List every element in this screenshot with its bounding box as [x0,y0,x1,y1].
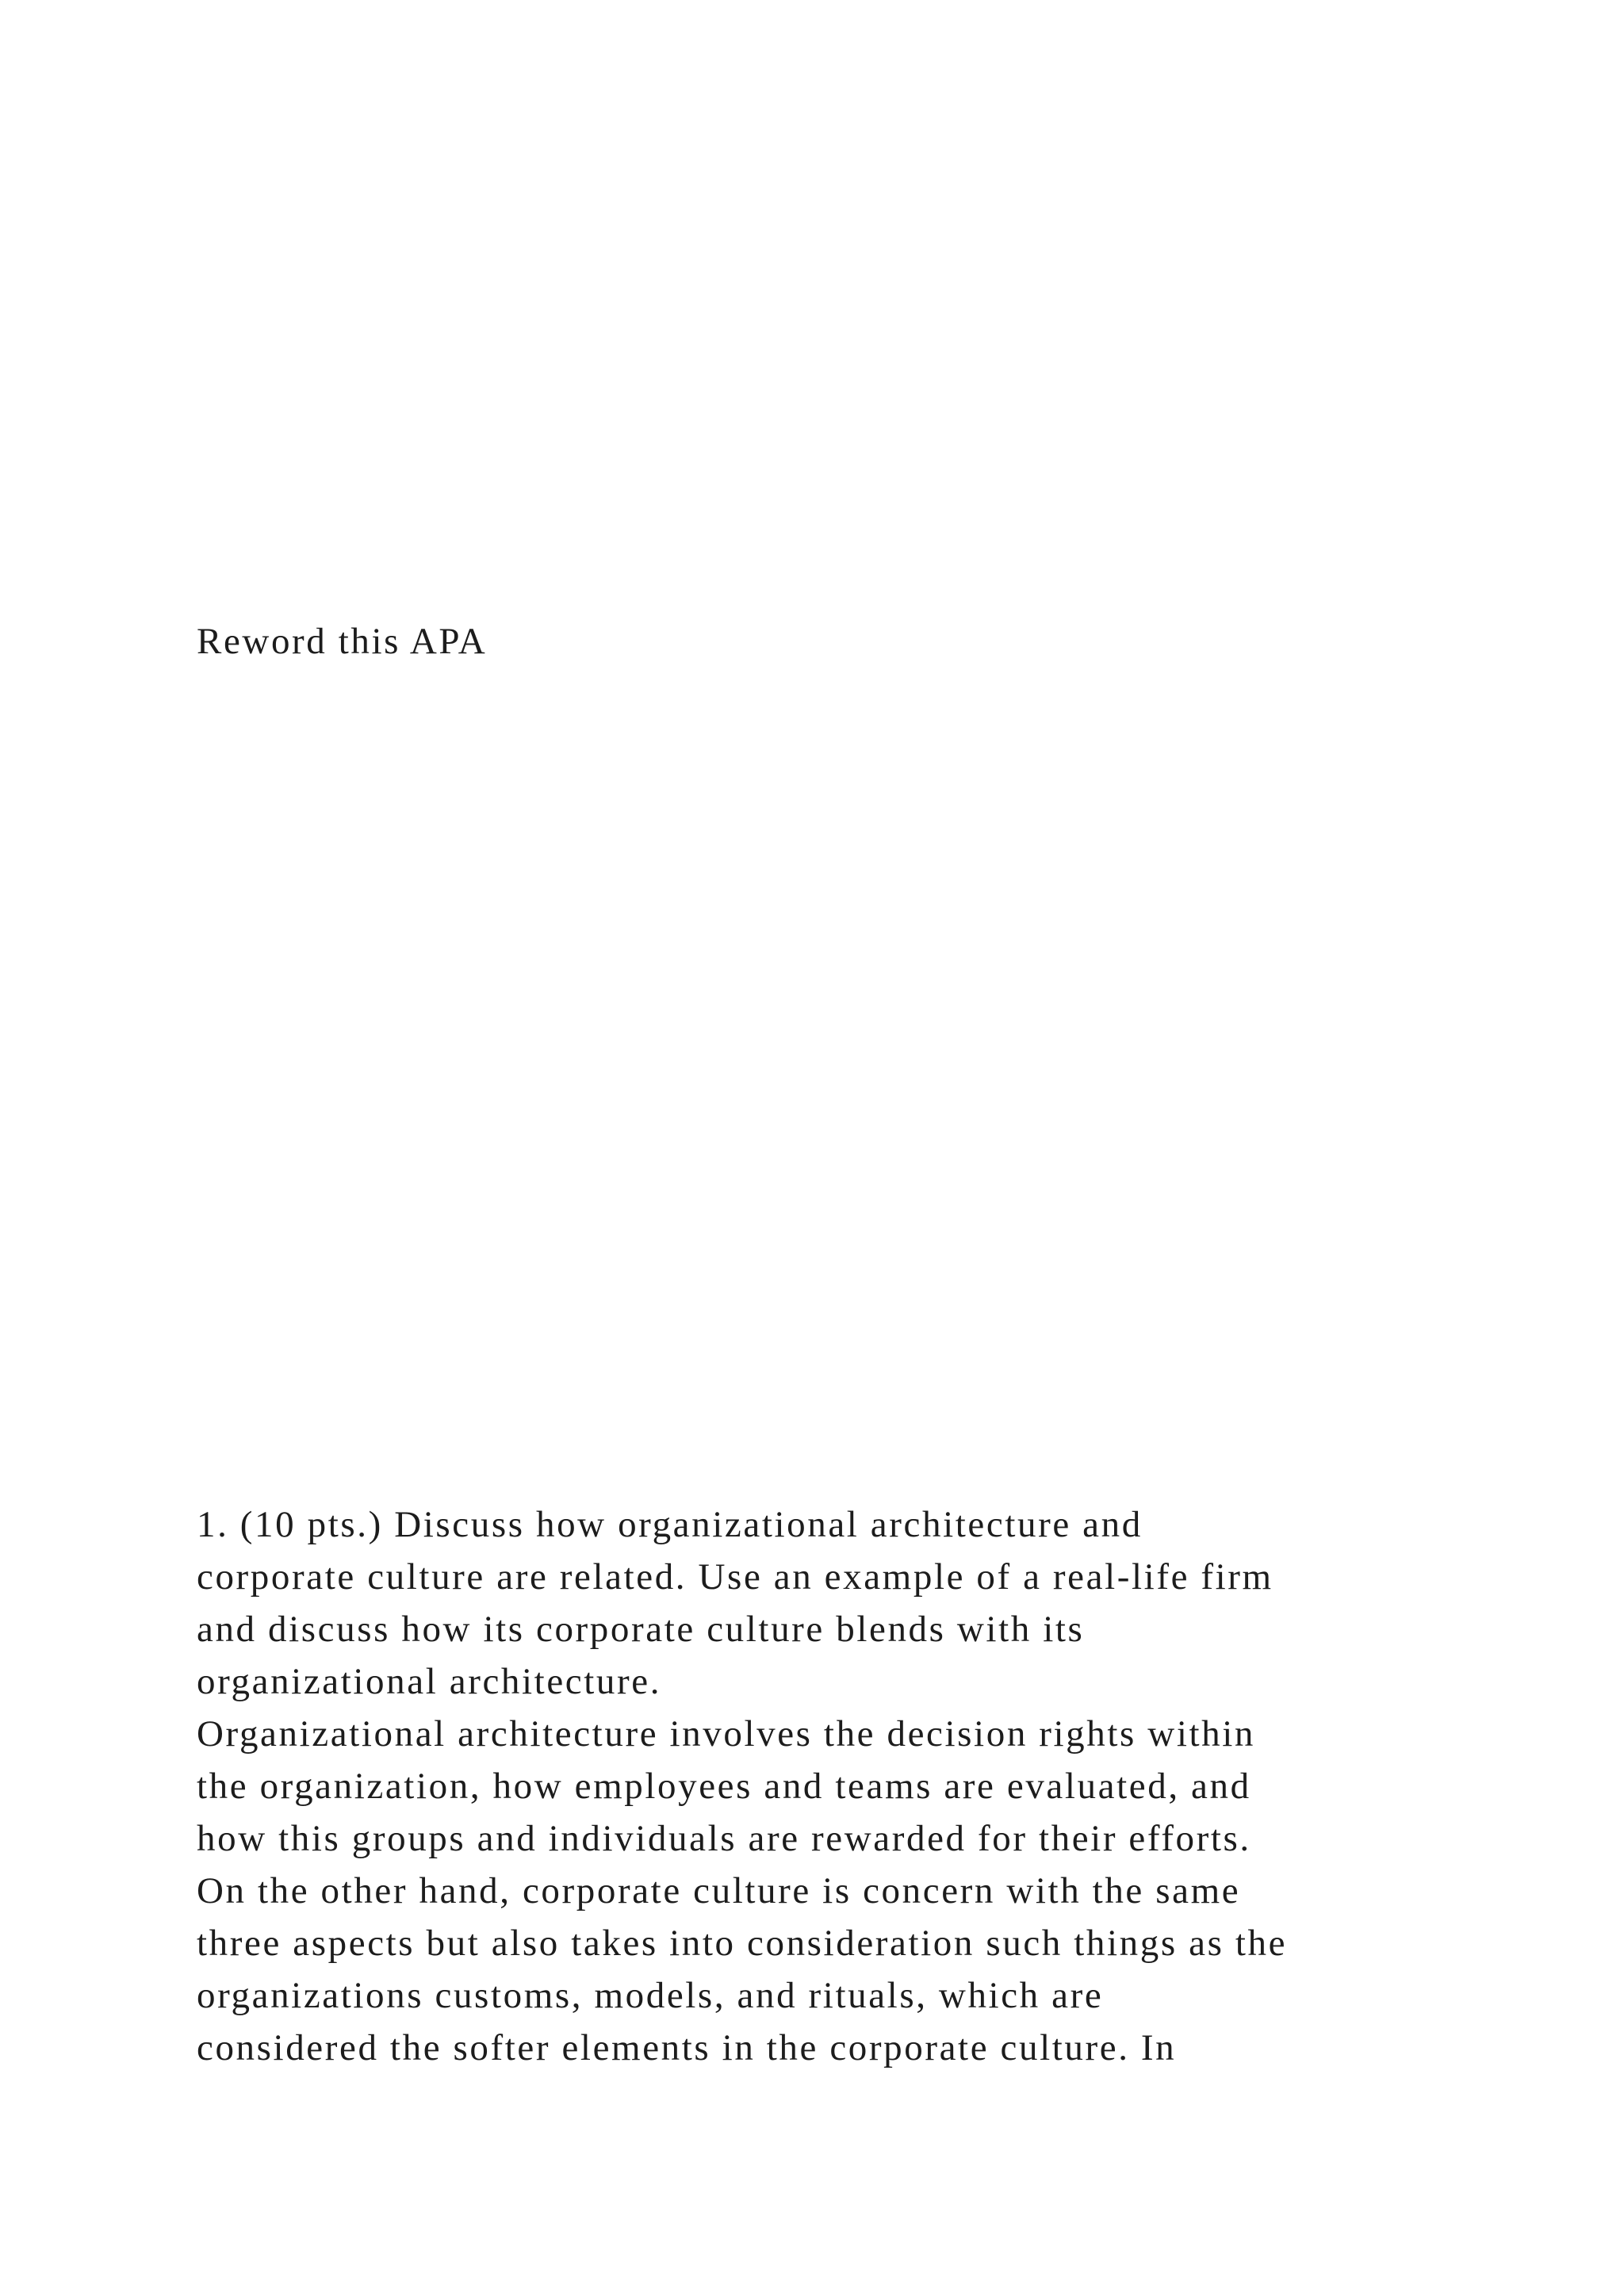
body-line: how this groups and individuals are rewarded for their efforts. [197,1818,1251,1859]
body-line: considered the softer elements in the corporate culture. In [197,2027,1177,2068]
body-line: and discuss how its corporate culture blends with its [197,1609,1085,1650]
document-title: Reword this APA [197,621,488,662]
body-line: corporate culture are related. Use an example of a real-life firm [197,1556,1274,1598]
document-body [197,1498,1287,2074]
body-line: organizations customs, models, and rituals, which are [197,1975,1104,2016]
body-line: Organizational architecture involves the decision rights within [197,1713,1255,1755]
body-line: 1. (10 pts.) Discuss how organizational architecture and [197,1504,1143,1545]
body-line: three aspects but also takes into consideration such things as the [197,1923,1288,1964]
body-line: organizational architecture. [197,1661,662,1702]
body-line: the organization, how employees and teams are evaluated, and [197,1766,1251,1807]
body-line: On the other hand, corporate culture is concern with the same [197,1870,1241,1911]
